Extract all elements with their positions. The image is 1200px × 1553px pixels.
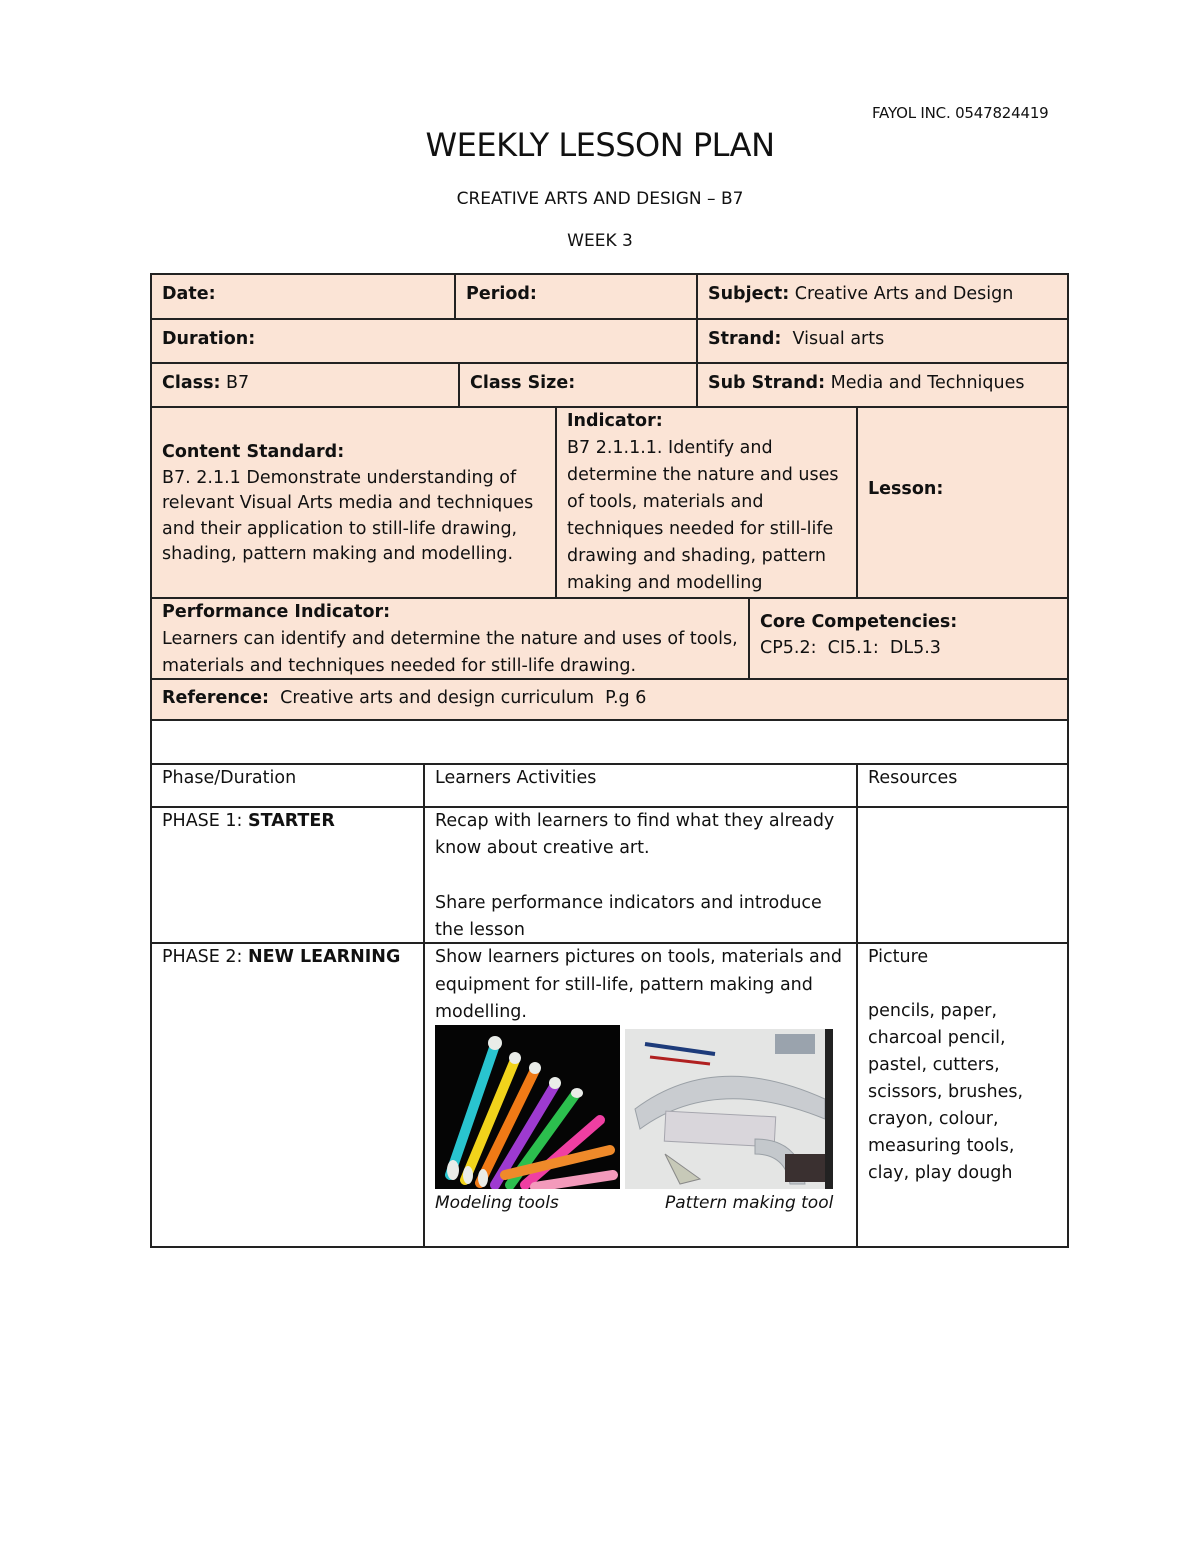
subject-cell xyxy=(696,273,1069,320)
phase2-resources-cell xyxy=(856,942,1069,1248)
phase1-resources-cell xyxy=(856,806,1069,944)
page-title: WEEKLY LESSON PLAN xyxy=(425,126,775,164)
company-contact: FAYOL INC. 0547824419 xyxy=(872,104,1049,122)
header-resources xyxy=(856,763,1069,808)
pattern-making-tool-image xyxy=(625,1029,833,1189)
core-competencies-label: Core Competencies: xyxy=(760,612,958,632)
phase2-activity-text: Show learners pictures on tools, materials and equipment for still-life, pattern making and modelling. xyxy=(435,947,842,1022)
reference-label: Reference: xyxy=(162,688,270,708)
subject-subtitle: CREATIVE ARTS AND DESIGN – B7 xyxy=(456,189,744,209)
modeling-tools-image xyxy=(435,1025,620,1189)
indicator-text: B7 2.1.1.1. Identify and determine the nature and uses of tools, materials and techniques needed for still-life drawing and shading, pattern making and modelling xyxy=(567,438,839,593)
core-competencies-value: CP5.2: CI5.1: DL5.3 xyxy=(760,638,941,658)
phase2-prefix: PHASE 2: xyxy=(162,947,249,967)
content-standard-text: B7. 2.1.1 Demonstrate understanding of relevant Visual Arts media and techniques and their application to still-life drawing, shading, pattern making and modelling. xyxy=(162,467,534,564)
class-label: Class: xyxy=(162,373,221,393)
class-value: B7 xyxy=(220,373,250,393)
week-label: WEEK 3 xyxy=(567,231,633,251)
content-standard-cell xyxy=(150,406,557,599)
period-cell xyxy=(454,273,698,320)
class-size-label: Class Size: xyxy=(470,373,576,393)
strand-label: Strand: xyxy=(708,329,782,349)
header-activities xyxy=(423,763,858,808)
subject-label: Subject: xyxy=(708,284,790,304)
reference-value: Creative arts and design curriculum P.g 6 xyxy=(269,688,647,708)
sub-strand-label: Sub Strand: xyxy=(708,373,826,393)
modeling-tools-caption: Modeling tools xyxy=(435,1193,559,1213)
indicator-label: Indicator: xyxy=(567,411,663,431)
lesson-label: Lesson: xyxy=(868,479,944,499)
header-phase-label: Phase/Duration xyxy=(162,768,297,788)
content-standard-label: Content Standard: xyxy=(162,442,345,462)
subject-value: Creative Arts and Design xyxy=(789,284,1014,304)
phase1-name: STARTER xyxy=(248,811,335,831)
performance-text: Learners can identify and determine the nature and uses of tools, materials and techniques needed for still-life drawing. xyxy=(162,629,738,676)
duration-cell xyxy=(150,318,698,364)
strand-value: Visual arts xyxy=(781,329,885,349)
phase2-resource-list: pencils, paper, charcoal pencil, pastel, cutters, scissors, brushes, crayon, colour, measuring tools, clay, play dough xyxy=(868,1001,1024,1183)
phase1-cell xyxy=(150,806,425,944)
core-competencies-cell xyxy=(748,597,1069,680)
header-resources-label: Resources xyxy=(868,768,958,788)
sub-strand-value: Media and Techniques xyxy=(825,373,1025,393)
header-phase xyxy=(150,763,425,808)
phase1-activity-recap: Recap with learners to find what they already know about creative art. xyxy=(435,811,835,858)
period-label: Period: xyxy=(466,284,537,304)
strand-cell xyxy=(696,318,1069,364)
class-size-cell xyxy=(458,362,698,408)
lesson-cell xyxy=(856,406,1069,599)
phase2-cell xyxy=(150,942,425,1248)
indicator-cell xyxy=(555,406,858,599)
phase1-activities-cell xyxy=(423,806,858,944)
header-activities-label: Learners Activities xyxy=(435,768,597,788)
date-label: Date: xyxy=(162,284,216,304)
blank-row xyxy=(150,719,1069,765)
date-cell xyxy=(150,273,456,320)
reference-cell xyxy=(150,678,1069,721)
phase2-name: NEW LEARNING xyxy=(248,947,401,967)
pattern-making-tool-caption: Pattern making tool xyxy=(665,1193,834,1213)
phase1-activity-share: Share performance indicators and introduce the lesson xyxy=(435,893,822,940)
duration-label: Duration: xyxy=(162,329,256,349)
phase2-resource-title: Picture xyxy=(868,947,929,967)
performance-label: Performance Indicator: xyxy=(162,602,391,622)
phase1-prefix: PHASE 1: xyxy=(162,811,249,831)
performance-cell xyxy=(150,597,750,680)
sub-strand-cell xyxy=(696,362,1069,408)
class-cell xyxy=(150,362,460,408)
